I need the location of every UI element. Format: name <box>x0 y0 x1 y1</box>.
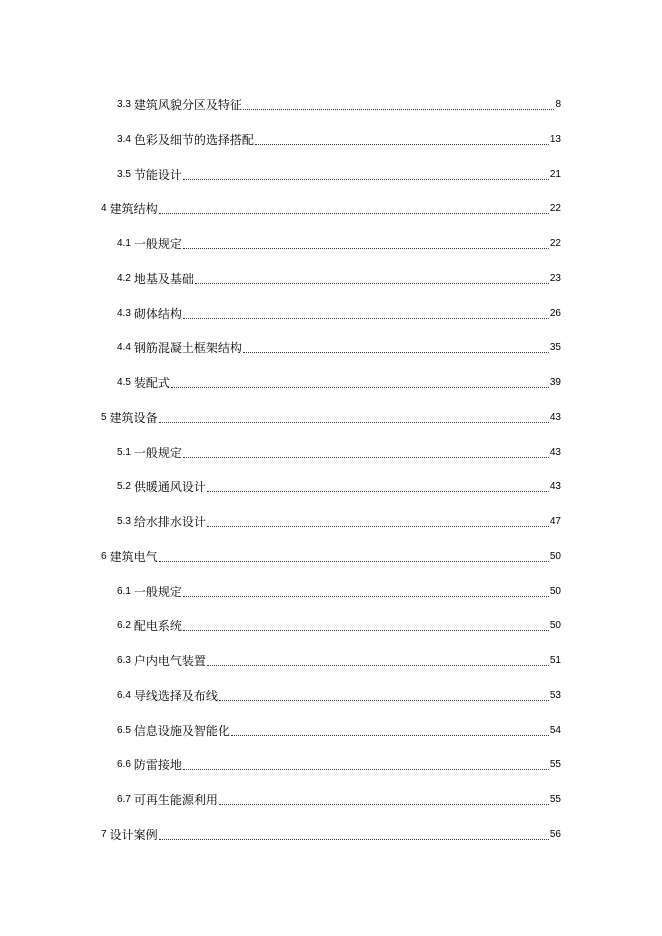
toc-entry-page-number: 54 <box>549 725 561 736</box>
toc-entry-number: 5.2 <box>117 481 131 492</box>
toc-entry-number: 3.3 <box>117 99 131 110</box>
toc-dot-leader <box>231 732 549 736</box>
toc-entry-page-number: 50 <box>549 586 561 597</box>
toc-entry-title: 导线选择及布线 <box>133 689 218 703</box>
toc-entry-page-number: 26 <box>549 308 561 319</box>
toc-entry-page-number: 55 <box>549 794 561 805</box>
toc-entry-number: 3.5 <box>117 169 131 180</box>
toc-entry-page-number: 39 <box>549 377 561 388</box>
toc-dot-leader <box>255 141 549 145</box>
toc-dot-leader <box>183 593 549 597</box>
toc-dot-leader <box>243 106 555 110</box>
toc-entry-number: 4.4 <box>117 342 131 353</box>
toc-dot-leader <box>207 662 549 666</box>
toc-entry[interactable] <box>117 652 561 668</box>
toc-entry-title: 建筑结构 <box>109 202 158 216</box>
toc-entry-page-number: 23 <box>549 273 561 284</box>
toc-dot-leader <box>183 245 549 249</box>
toc-entry-number: 4.5 <box>117 377 131 388</box>
toc-entry-page-number: 13 <box>549 134 561 145</box>
toc-dot-leader <box>183 454 549 458</box>
toc-entry-page-number: 43 <box>549 481 561 492</box>
toc-entry-number: 4.1 <box>117 238 131 249</box>
toc-entry-title: 色彩及细节的选择搭配 <box>133 133 254 147</box>
toc-dot-leader <box>159 210 549 214</box>
toc-entry[interactable] <box>117 131 561 147</box>
toc-entry-number: 5.1 <box>117 447 131 458</box>
toc-dot-leader <box>183 766 549 770</box>
toc-entry-title: 防雷接地 <box>133 758 182 772</box>
toc-entry-number: 7 <box>101 829 107 840</box>
toc-entry-page-number: 43 <box>549 447 561 458</box>
toc-entry-title: 一般规定 <box>133 237 182 251</box>
toc-entry-page-number: 22 <box>549 203 561 214</box>
toc-dot-leader <box>159 419 549 423</box>
toc-entry-page-number: 8 <box>555 99 561 110</box>
toc-entry[interactable] <box>117 583 561 599</box>
toc-entry[interactable] <box>117 235 561 251</box>
toc-entry-number: 6.7 <box>117 794 131 805</box>
toc-entry-title: 户内电气装置 <box>133 654 206 668</box>
toc-dot-leader <box>159 836 549 840</box>
toc-entry-number: 5.3 <box>117 516 131 527</box>
toc-entry-title: 可再生能源利用 <box>133 793 218 807</box>
toc-entry-number: 6.1 <box>117 586 131 597</box>
toc-dot-leader <box>195 280 549 284</box>
toc-entry-number: 6.4 <box>117 690 131 701</box>
toc-dot-leader <box>243 349 549 353</box>
toc-entry-number: 5 <box>101 412 107 423</box>
toc-entry-page-number: 22 <box>549 238 561 249</box>
toc-entry-page-number: 47 <box>549 516 561 527</box>
toc-entry[interactable] <box>117 513 561 529</box>
toc-entry-title: 给水排水设计 <box>133 515 206 529</box>
toc-entry[interactable] <box>117 96 561 112</box>
toc-entry-page-number: 56 <box>549 829 561 840</box>
toc-entry-title: 砌体结构 <box>133 307 182 321</box>
toc-entry-number: 3.4 <box>117 134 131 145</box>
toc-entry-title: 一般规定 <box>133 446 182 460</box>
toc-entry-title: 建筑电气 <box>109 550 158 564</box>
toc-entry-page-number: 43 <box>549 412 561 423</box>
toc-entry[interactable] <box>101 826 561 842</box>
toc-dot-leader <box>183 315 549 319</box>
toc-dot-leader <box>219 801 549 805</box>
toc-entry-number: 4 <box>101 203 107 214</box>
toc-entry-title: 建筑设备 <box>109 411 158 425</box>
toc-dot-leader <box>171 384 549 388</box>
toc-entry-page-number: 21 <box>549 169 561 180</box>
toc-entry-title: 一般规定 <box>133 585 182 599</box>
toc-entry-number: 6.3 <box>117 655 131 666</box>
toc-entry[interactable] <box>117 756 561 772</box>
toc-entry-number: 6.6 <box>117 759 131 770</box>
toc-entry-page-number: 55 <box>549 759 561 770</box>
toc-entry-page-number: 51 <box>549 655 561 666</box>
toc-entry[interactable] <box>117 687 561 703</box>
toc-dot-leader <box>183 176 549 180</box>
toc-entry[interactable] <box>117 478 561 494</box>
toc-entry[interactable] <box>117 339 561 355</box>
toc-entry-title: 设计案例 <box>109 828 158 842</box>
toc-dot-leader <box>207 488 549 492</box>
toc-entry[interactable] <box>101 409 561 425</box>
toc-entry[interactable] <box>117 305 561 321</box>
toc-entry-title: 节能设计 <box>133 168 182 182</box>
toc-entry-title: 建筑风貌分区及特征 <box>133 98 242 112</box>
toc-entry-title: 供暖通风设计 <box>133 480 206 494</box>
toc-entry[interactable] <box>117 166 561 182</box>
toc-entry-page-number: 53 <box>549 690 561 701</box>
toc-entry-page-number: 50 <box>549 551 561 562</box>
toc-entry-number: 4.2 <box>117 273 131 284</box>
toc-entry-number: 4.3 <box>117 308 131 319</box>
toc-entry[interactable] <box>117 444 561 460</box>
toc-entry[interactable] <box>117 617 561 633</box>
toc-entry[interactable] <box>117 270 561 286</box>
toc-entry-title: 配电系统 <box>133 619 182 633</box>
toc-dot-leader <box>219 697 549 701</box>
toc-dot-leader <box>159 558 549 562</box>
toc-entry[interactable] <box>117 791 561 807</box>
toc-entry-title: 钢筋混凝土框架结构 <box>133 341 242 355</box>
toc-dot-leader <box>183 627 549 631</box>
toc-entry[interactable] <box>101 200 561 216</box>
toc-entry-title: 信息设施及智能化 <box>133 724 230 738</box>
toc-entry-number: 6.2 <box>117 620 131 631</box>
toc-entry-number: 6 <box>101 551 107 562</box>
toc-dot-leader <box>207 523 549 527</box>
toc-entry[interactable] <box>117 374 561 390</box>
toc-entry-page-number: 35 <box>549 342 561 353</box>
toc-entry-title: 地基及基础 <box>133 272 194 286</box>
toc-entry-number: 6.5 <box>117 725 131 736</box>
toc-entry[interactable] <box>117 722 561 738</box>
toc-entry[interactable] <box>101 548 561 564</box>
toc-entry-page-number: 50 <box>549 620 561 631</box>
toc-entry-title: 装配式 <box>133 376 170 390</box>
